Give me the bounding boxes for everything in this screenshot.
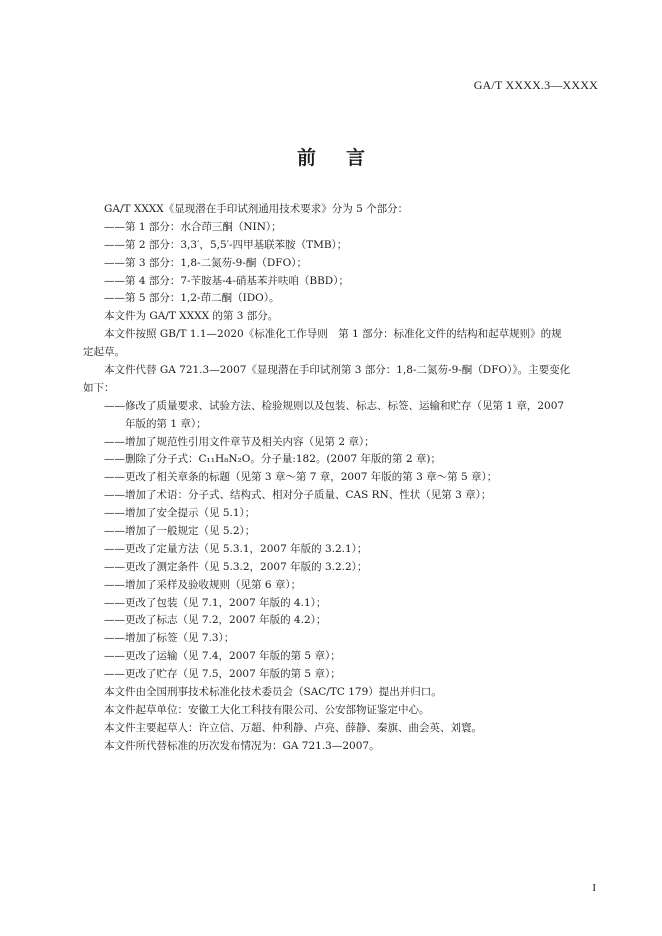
list-item: ——增加了采样及验收规则（见第 6 章）； <box>104 578 302 591</box>
list-item-continuation: 年版的第 1 章）； <box>125 417 207 430</box>
paragraph-line: 本文件由全国刑事技术标准化技术委员会（SAC/TC 179）提出并归口。 <box>104 686 442 699</box>
page-number: I <box>592 882 596 894</box>
list-item: ——删除了分子式：C₁₁H₈N₂O。分子量:182。(2007 年版的第 2 章)； <box>104 453 442 466</box>
list-item: ——更改了运输（见 7.4，2007 年版的第 5 章）； <box>104 650 341 663</box>
list-item: ——增加了标签（见 7.3）； <box>104 632 235 645</box>
list-item: ——更改了定量方法（见 5.3.1，2007 年版的 3.2.1）； <box>104 542 368 555</box>
paragraph-line: 本文件按照 GB/T 1.1—2020《标准化工作导则 第 1 部分：标准化文件的结构和起草规则》的规 <box>104 328 562 341</box>
paragraph-line: 本文件代替 GA 721.3—2007《显现潜在手印试剂第 3 部分：1,8-二氮芴-9-酮（DFO）》。主要变化 <box>104 364 571 377</box>
list-item: ——增加了规范性引用文件章节及相关内容（见第 2 章）； <box>104 435 375 448</box>
page-title: 前言 <box>296 147 395 169</box>
list-item: ——第 4 部分：7-苄胺基-4-硝基苯并呋咱（BBD）； <box>104 274 349 287</box>
list-item: ——增加了术语：分子式、结构式、相对分子质量、CAS RN、性状（见第 3 章）； <box>104 489 492 502</box>
list-item: ——修改了质量要求、试验方法、检验规则以及包装、标志、标签、运输和贮存（见第 1 章，2007 <box>104 399 565 412</box>
list-item: ——更改了包装（见 7.1，2007 年版的 4.1）； <box>104 596 327 609</box>
list-item: ——第 5 部分：1,2-茚二酮（IDO）。 <box>104 292 280 305</box>
list-item: ——更改了测定条件（见 5.3.2，2007 年版的 3.2.2）； <box>104 560 368 573</box>
list-item: ——更改了标志（见 7.2，2007 年版的 4.2）； <box>104 614 327 627</box>
list-item: ——更改了贮存（见 7.5，2007 年版的第 5 章）； <box>104 668 341 681</box>
paragraph-line: 本文件为 GA/T XXXX 的第 3 部分。 <box>104 310 279 323</box>
foreword-body <box>83 201 603 756</box>
list-item: ——第 2 部分：3,3′，5,5′-四甲基联苯胺（TMB）； <box>104 238 348 251</box>
paragraph-line: 本文件主要起草人：许立信、万超、仲利静、卢亮、薛静、秦旗、曲会英、刘寰。 <box>104 721 482 734</box>
header-standard-code: GA/T XXXX.3—XXXX <box>473 78 598 92</box>
list-item: ——更改了相关章条的标题（见第 3 章～第 7 章，2007 年版的第 3 章～第 5 章）； <box>104 471 498 484</box>
list-item: ——第 3 部分：1,8-二氮芴-9-酮（DFO）； <box>104 256 307 269</box>
paragraph-continuation: 定起草。 <box>83 346 125 359</box>
paragraph-continuation: 如下： <box>83 381 115 394</box>
list-item: ——增加了安全提示（见 5.1）； <box>104 507 256 520</box>
paragraph-line: 本文件起草单位：安徽工大化工科技有限公司、公安部物证鉴定中心。 <box>104 703 430 716</box>
list-item: ——增加了一般规定（见 5.2）； <box>104 525 256 538</box>
list-item: ——第 1 部分：水合茚三酮（NIN）； <box>104 220 282 233</box>
paragraph-line: GA/T XXXX《显现潜在手印试剂通用技术要求》分为 5 个部分： <box>104 203 409 215</box>
paragraph-line: 本文件所代替标准的历次发布情况为：GA 721.3—2007。 <box>104 739 380 752</box>
